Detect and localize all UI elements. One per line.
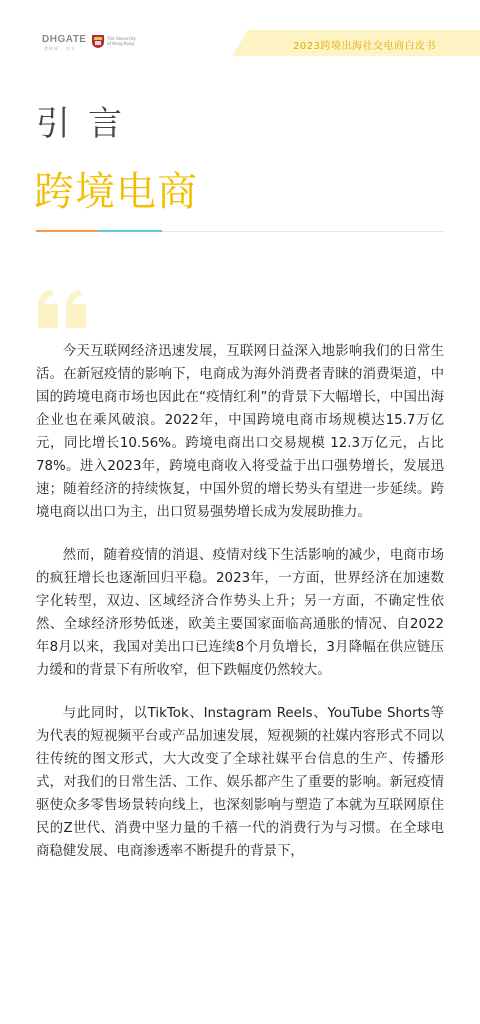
- article-body: [36, 340, 444, 883]
- paragraph: 今天互联网经济迅速发展，互联网日益深入地影响我们的日常生活。在新冠疫情的影响下，电商成为海外消费者青睐的消费渠道，中国的跨境电商市场也因此在“疫情红利”的背景下大幅增长，中国出海企业也在乘风破浪。2022年，中国跨境电商市场规模达15.7万亿元，同比增长10.56%。跨境电商出口交易规模 12.3万亿元，占比78%。进入2023年，跨境电商收入将受益于出口强势增长，发展迅速；随着经济的持续恢复，中国外贸的增长势头有望进一步延续。跨境电商以出口为主，出口贸易强势增长成为发展助推力。: [36, 344, 444, 520]
- dhgate-logo-sub: 敦煌网 · 官方: [44, 46, 76, 51]
- university-crest-icon: [92, 35, 104, 48]
- paragraph: 然而，随着疫情的消退、疫情对线下生活影响的减少，电商市场的疯狂增长也逐渐回归平稳。2023年，一方面，世界经济在加速数字化转型，双边、区域经济合作势头上升；另一方面，不确定性依然、全球经济形势低迷，欧美主要国家面临高通胀的情况、自2022年8月以来，我国对美出口已连续8个月负增长，3月降幅在供应链压力缓和的背景下有所收窄，但下跌幅度仍然较大。: [36, 548, 444, 678]
- section-title: 引言: [36, 104, 140, 144]
- section-subtitle: 跨境电商: [34, 169, 198, 215]
- divider-gray: [162, 231, 444, 232]
- paragraph: 与此同时，以TikTok、Instagram Reels、YouTube Shorts等为代表的短视频平台或产品加速发展，短视频的社媒内容形式不同以往传统的图文形式，大大改变了全球社媒平台信息的生产、传播形式，对我们的日常生活、工作、娱乐都产生了重要的影响。新冠疫情驱使众多零售场景转向线上，也深刻影响与塑造了本就为互联网原住民的Z世代、消费中坚力量的千禧一代的消费行为与习惯。在全球电商稳健发展、电商渗透率不断提升的背景下，: [36, 706, 444, 859]
- university-name: The University of Hong Kong: [107, 36, 136, 46]
- quote-icon: [36, 290, 90, 330]
- report-title: 2023跨境出海社交电商白皮书: [293, 41, 436, 52]
- dhgate-logo: DHGATE: [42, 34, 87, 45]
- divider-orange: [36, 230, 98, 232]
- divider-cyan: [98, 230, 162, 232]
